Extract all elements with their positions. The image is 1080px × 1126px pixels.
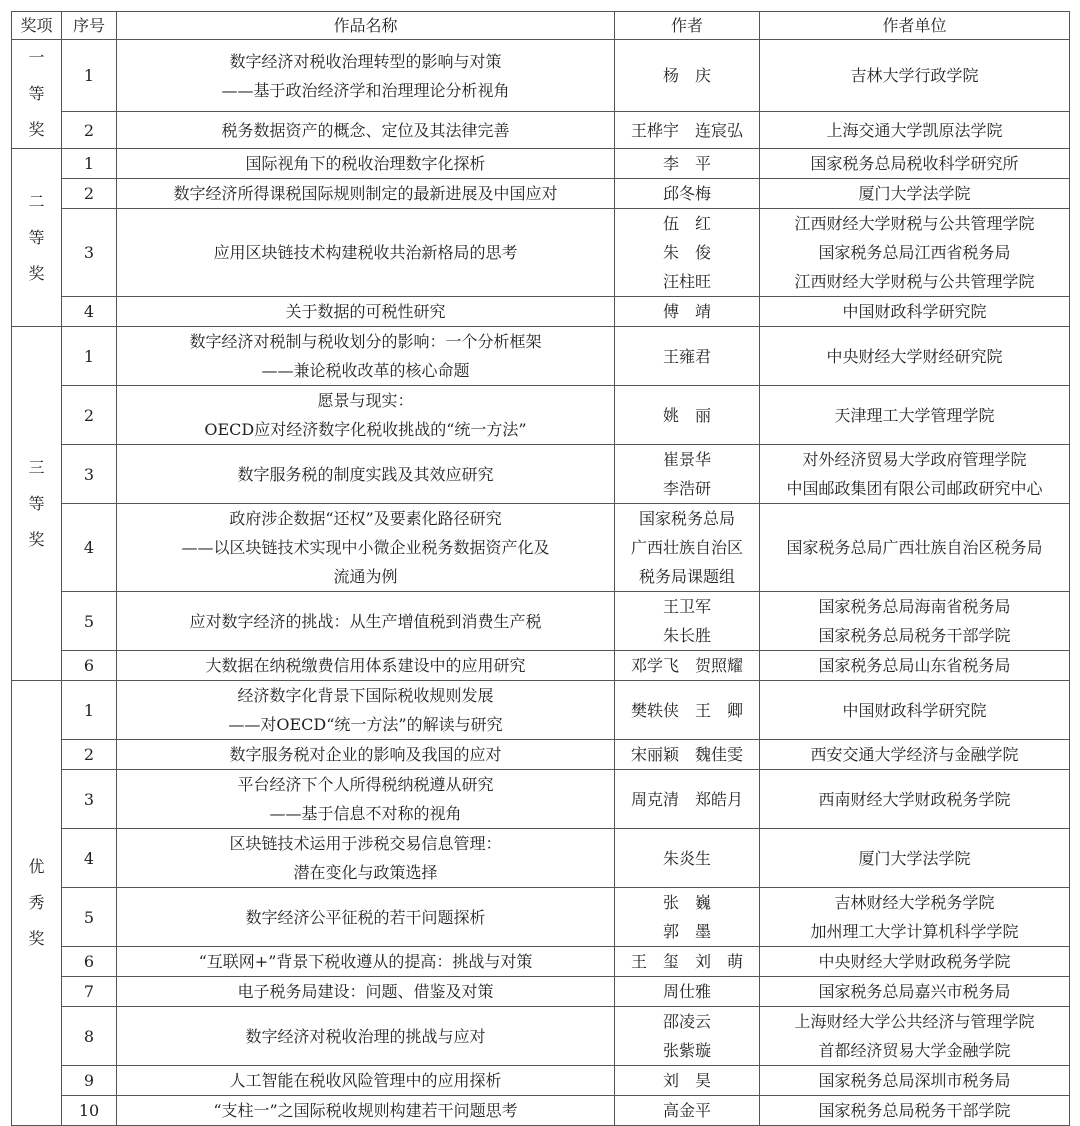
serial-number: 5 — [62, 592, 117, 651]
author-unit-cell — [760, 149, 1070, 179]
author-cell — [615, 947, 760, 977]
author-unit: 国家税务总局海南省税务局 — [818, 597, 1011, 616]
work-title-line: ——基于政治经济学和治理理论分析视角 — [221, 80, 510, 100]
award-level-char: 奖 — [28, 120, 45, 139]
award-level-char: 优 — [28, 857, 45, 876]
author-name: 汪柱旺 — [662, 272, 711, 291]
header-author: 作者 — [615, 12, 760, 40]
author-unit: 吉林大学行政学院 — [850, 66, 979, 86]
author-unit: 首都经济贸易大学金融学院 — [818, 1041, 1011, 1060]
table-row — [12, 297, 1070, 327]
author-unit-cell — [760, 386, 1070, 445]
table-row — [12, 651, 1070, 681]
award-level-char: 奖 — [28, 529, 45, 549]
author-unit: 加州理工大学计算机科学学院 — [810, 922, 1019, 941]
work-title-cell — [117, 445, 615, 504]
award-level-char: 三 — [28, 457, 45, 477]
work-title-cell — [117, 888, 615, 947]
author-name: 张 巍 — [662, 893, 711, 912]
serial-number: 1 — [62, 149, 117, 179]
header-row — [12, 12, 1070, 40]
serial-number: 1 — [62, 681, 117, 740]
work-title-line: 应对数字经济的挑战：从生产增值税到消费生产税 — [189, 611, 542, 631]
author-unit: 中国财政科学研究院 — [842, 302, 987, 321]
author-name: 周仕雅 — [662, 982, 711, 1001]
author-cell — [615, 681, 760, 740]
serial-number: 10 — [62, 1096, 117, 1126]
author-unit-cell — [760, 740, 1070, 770]
work-title-line: 愿景与现实： — [317, 391, 414, 410]
award-level-char: 等 — [28, 493, 45, 513]
table-row — [12, 209, 1070, 297]
work-title-line: 潜在变化与政策选择 — [293, 863, 438, 882]
award-level-cell — [12, 327, 62, 681]
award-level-char: 奖 — [28, 929, 45, 948]
work-title-line: 数字经济公平征税的若干问题探析 — [245, 907, 486, 927]
author-unit-cell — [760, 829, 1070, 888]
author-unit-cell — [760, 297, 1070, 327]
author-unit: 上海交通大学凯原法学院 — [826, 120, 1003, 140]
table-row — [12, 1007, 1070, 1066]
author-cell — [615, 209, 760, 297]
author-name: 朱炎生 — [662, 848, 711, 868]
serial-number: 2 — [62, 179, 117, 209]
work-title-cell — [117, 770, 615, 829]
author-cell — [615, 829, 760, 888]
author-cell — [615, 504, 760, 592]
author-unit: 江西财经大学财税与公共管理学院 — [794, 272, 1035, 291]
author-unit: 天津理工大学管理学院 — [834, 405, 995, 425]
work-title-line: ——兼论税收改革的核心命题 — [261, 361, 470, 380]
table-body — [12, 40, 1070, 1126]
work-title-line: 政府涉企数据“还权”及要素化路径研究 — [229, 509, 502, 528]
work-title-cell — [117, 504, 615, 592]
author-name: 刘 昊 — [662, 1071, 711, 1090]
author-unit-cell — [760, 112, 1070, 149]
work-title-cell — [117, 1066, 615, 1096]
award-level-cell — [12, 149, 62, 327]
author-unit: 国家税务总局江西省税务局 — [818, 243, 1011, 262]
work-title-line: 数字服务税的制度实践及其效应研究 — [237, 464, 494, 484]
author-unit-cell — [760, 651, 1070, 681]
author-cell — [615, 112, 760, 149]
author-unit-cell — [760, 592, 1070, 651]
author-cell — [615, 297, 760, 327]
author-name: 税务局课题组 — [638, 567, 735, 586]
author-name: 崔景华 — [662, 450, 711, 469]
serial-number: 3 — [62, 209, 117, 297]
author-unit: 江西财经大学财税与公共管理学院 — [794, 214, 1035, 233]
table-row — [12, 386, 1070, 445]
work-title-line: 数字经济对税收治理的挑战与应对 — [245, 1026, 486, 1046]
table-row — [12, 947, 1070, 977]
author-unit-cell — [760, 445, 1070, 504]
work-title-line: 电子税务局建设：问题、借鉴及对策 — [237, 982, 494, 1001]
work-title-line: 关于数据的可税性研究 — [285, 302, 446, 321]
serial-number: 2 — [62, 740, 117, 770]
table-row — [12, 977, 1070, 1007]
author-name: 郭 墨 — [662, 922, 711, 941]
author-unit: 国家税务总局广西壮族自治区税务局 — [786, 538, 1043, 557]
author-unit: 吉林财经大学税务学院 — [834, 893, 995, 912]
author-unit-cell — [760, 888, 1070, 947]
work-title-cell — [117, 149, 615, 179]
award-level-char: 等 — [28, 227, 45, 247]
table-row — [12, 40, 1070, 112]
author-unit: 中国邮政集团有限公司邮政研究中心 — [786, 479, 1043, 498]
table-row — [12, 888, 1070, 947]
header-award: 奖项 — [12, 12, 62, 40]
author-name: 国家税务总局 — [638, 509, 735, 528]
work-title-line: 数字经济所得课税国际规则制定的最新进展及中国应对 — [173, 184, 558, 203]
author-name: 王桦宇 连宸弘 — [630, 120, 743, 140]
table-row — [12, 112, 1070, 149]
author-name: 傅 靖 — [662, 302, 711, 321]
work-title-cell — [117, 327, 615, 386]
author-name: 李 平 — [662, 154, 711, 173]
author-cell — [615, 149, 760, 179]
author-name: 王卫军 — [662, 597, 711, 616]
author-unit: 厦门大学法学院 — [858, 184, 971, 203]
award-level-char: 奖 — [28, 263, 45, 283]
author-cell — [615, 1007, 760, 1066]
work-title-line: 平台经济下个人所得税纳税遵从研究 — [237, 775, 494, 794]
work-title-line: 国际视角下的税收治理数字化探析 — [245, 154, 486, 173]
work-title-line: 数字经济对税收治理转型的影响与对策 — [229, 51, 502, 71]
author-name: 广西壮族自治区 — [630, 538, 743, 557]
author-unit: 国家税务总局税务干部学院 — [818, 1101, 1011, 1120]
serial-number: 8 — [62, 1007, 117, 1066]
work-title-line: 税务数据资产的概念、定位及其法律完善 — [221, 120, 510, 140]
author-unit-cell — [760, 1007, 1070, 1066]
award-level-char: 等 — [28, 84, 45, 103]
award-level-cell — [12, 40, 62, 149]
author-unit-cell — [760, 209, 1070, 297]
table-row — [12, 504, 1070, 592]
author-unit-cell — [760, 681, 1070, 740]
author-name: 伍 红 — [662, 214, 711, 233]
award-level-char: 一 — [28, 48, 45, 67]
author-cell — [615, 1096, 760, 1126]
work-title-line: 大数据在纳税缴费信用体系建设中的应用研究 — [205, 656, 526, 675]
work-title-cell — [117, 1007, 615, 1066]
table-row — [12, 829, 1070, 888]
author-name: 朱长胜 — [662, 626, 711, 645]
work-title-line: “支柱一”之国际税收规则构建若干问题思考 — [213, 1101, 518, 1120]
work-title-line: 人工智能在税收风险管理中的应用探析 — [229, 1071, 502, 1090]
author-name: 姚 丽 — [662, 405, 711, 425]
author-name: 张紫璇 — [662, 1041, 711, 1060]
author-unit-cell — [760, 947, 1070, 977]
award-level-char: 二 — [28, 191, 45, 211]
author-name: 高金平 — [662, 1101, 711, 1120]
serial-number: 4 — [62, 829, 117, 888]
author-cell — [615, 1066, 760, 1096]
awards-table — [11, 11, 1070, 1126]
table-row — [12, 592, 1070, 651]
author-unit: 中央财经大学财经研究院 — [826, 346, 1003, 366]
author-unit: 上海财经大学公共经济与管理学院 — [794, 1012, 1035, 1031]
author-unit: 西南财经大学财政税务学院 — [818, 789, 1011, 809]
author-cell — [615, 445, 760, 504]
author-unit: 对外经济贸易大学政府管理学院 — [802, 450, 1027, 469]
author-unit: 国家税务总局税务干部学院 — [818, 626, 1011, 645]
author-unit-cell — [760, 1096, 1070, 1126]
author-unit-cell — [760, 770, 1070, 829]
author-name: 杨 庆 — [662, 66, 711, 86]
table-row — [12, 770, 1070, 829]
work-title-cell — [117, 209, 615, 297]
author-name: 宋丽颖 魏佳雯 — [630, 745, 743, 764]
work-title-line: ——对OECD“统一方法”的解读与研究 — [228, 715, 503, 734]
author-unit: 中国财政科学研究院 — [842, 700, 987, 720]
author-cell — [615, 888, 760, 947]
award-level-cell — [12, 681, 62, 1126]
serial-number: 7 — [62, 977, 117, 1007]
author-cell — [615, 770, 760, 829]
serial-number: 4 — [62, 297, 117, 327]
author-name: 樊轶侠 王 卿 — [630, 700, 743, 720]
author-unit-cell — [760, 179, 1070, 209]
award-level-char: 秀 — [28, 893, 45, 912]
author-unit: 中央财经大学财政税务学院 — [818, 952, 1011, 971]
work-title-cell — [117, 947, 615, 977]
author-name: 李浩研 — [662, 479, 711, 498]
author-cell — [615, 651, 760, 681]
serial-number: 2 — [62, 386, 117, 445]
work-title-cell — [117, 179, 615, 209]
author-name: 周克清 郑皓月 — [630, 789, 743, 809]
work-title-cell — [117, 977, 615, 1007]
table-row — [12, 179, 1070, 209]
table-row — [12, 740, 1070, 770]
author-unit-cell — [760, 504, 1070, 592]
work-title-line: ——基于信息不对称的视角 — [269, 804, 462, 823]
author-cell — [615, 40, 760, 112]
author-cell — [615, 327, 760, 386]
table-row — [12, 1096, 1070, 1126]
author-name: 朱 俊 — [662, 243, 711, 262]
serial-number: 4 — [62, 504, 117, 592]
author-unit: 厦门大学法学院 — [858, 848, 971, 868]
table-row — [12, 1066, 1070, 1096]
serial-number: 1 — [62, 327, 117, 386]
work-title-line: OECD应对经济数字化税收挑战的“统一方法” — [204, 420, 527, 439]
author-name: 王雍君 — [662, 346, 711, 366]
serial-number: 5 — [62, 888, 117, 947]
work-title-line: 区块链技术运用于涉税交易信息管理： — [229, 834, 502, 853]
author-cell — [615, 977, 760, 1007]
author-cell — [615, 386, 760, 445]
author-unit-cell — [760, 327, 1070, 386]
header-number: 序号 — [62, 12, 117, 40]
work-title-line: 数字经济对税制与税收划分的影响：一个分析框架 — [189, 332, 542, 351]
author-unit-cell — [760, 1066, 1070, 1096]
author-unit: 国家税务总局深圳市税务局 — [818, 1071, 1011, 1090]
author-unit: 国家税务总局税收科学研究所 — [810, 154, 1019, 173]
work-title-cell — [117, 740, 615, 770]
author-name: 王 玺 刘 萌 — [630, 952, 743, 971]
work-title-cell — [117, 1096, 615, 1126]
author-unit-cell — [760, 40, 1070, 112]
work-title-cell — [117, 651, 615, 681]
work-title-line: “互联网+”背景下税收遵从的提高：挑战与对策 — [198, 952, 533, 971]
serial-number: 2 — [62, 112, 117, 149]
author-unit: 国家税务总局山东省税务局 — [818, 656, 1011, 675]
author-name: 邓学飞 贺照耀 — [630, 656, 743, 675]
work-title-cell — [117, 681, 615, 740]
work-title-cell — [117, 829, 615, 888]
work-title-line: ——以区块链技术实现中小微企业税务数据资产化及 — [181, 538, 550, 557]
author-cell — [615, 592, 760, 651]
work-title-cell — [117, 40, 615, 112]
work-title-cell — [117, 297, 615, 327]
serial-number: 3 — [62, 770, 117, 829]
serial-number: 9 — [62, 1066, 117, 1096]
serial-number: 3 — [62, 445, 117, 504]
header-title: 作品名称 — [117, 12, 615, 40]
work-title-cell — [117, 112, 615, 149]
table-row — [12, 445, 1070, 504]
table-row — [12, 327, 1070, 386]
serial-number: 6 — [62, 651, 117, 681]
work-title-cell — [117, 386, 615, 445]
work-title-line: 应用区块链技术构建税收共治新格局的思考 — [213, 243, 518, 262]
header-unit: 作者单位 — [760, 12, 1070, 40]
table-row — [12, 149, 1070, 179]
work-title-line: 流通为例 — [333, 567, 398, 586]
serial-number: 6 — [62, 947, 117, 977]
work-title-line: 数字服务税对企业的影响及我国的应对 — [229, 745, 502, 764]
author-cell — [615, 179, 760, 209]
author-cell — [615, 740, 760, 770]
work-title-cell — [117, 592, 615, 651]
work-title-line: 经济数字化背景下国际税收规则发展 — [237, 686, 494, 705]
author-unit: 国家税务总局嘉兴市税务局 — [818, 982, 1011, 1001]
author-name: 邱冬梅 — [662, 184, 711, 203]
author-unit: 西安交通大学经济与金融学院 — [810, 745, 1019, 764]
author-name: 邵凌云 — [662, 1012, 711, 1031]
table-row — [12, 681, 1070, 740]
serial-number: 1 — [62, 40, 117, 112]
author-unit-cell — [760, 977, 1070, 1007]
